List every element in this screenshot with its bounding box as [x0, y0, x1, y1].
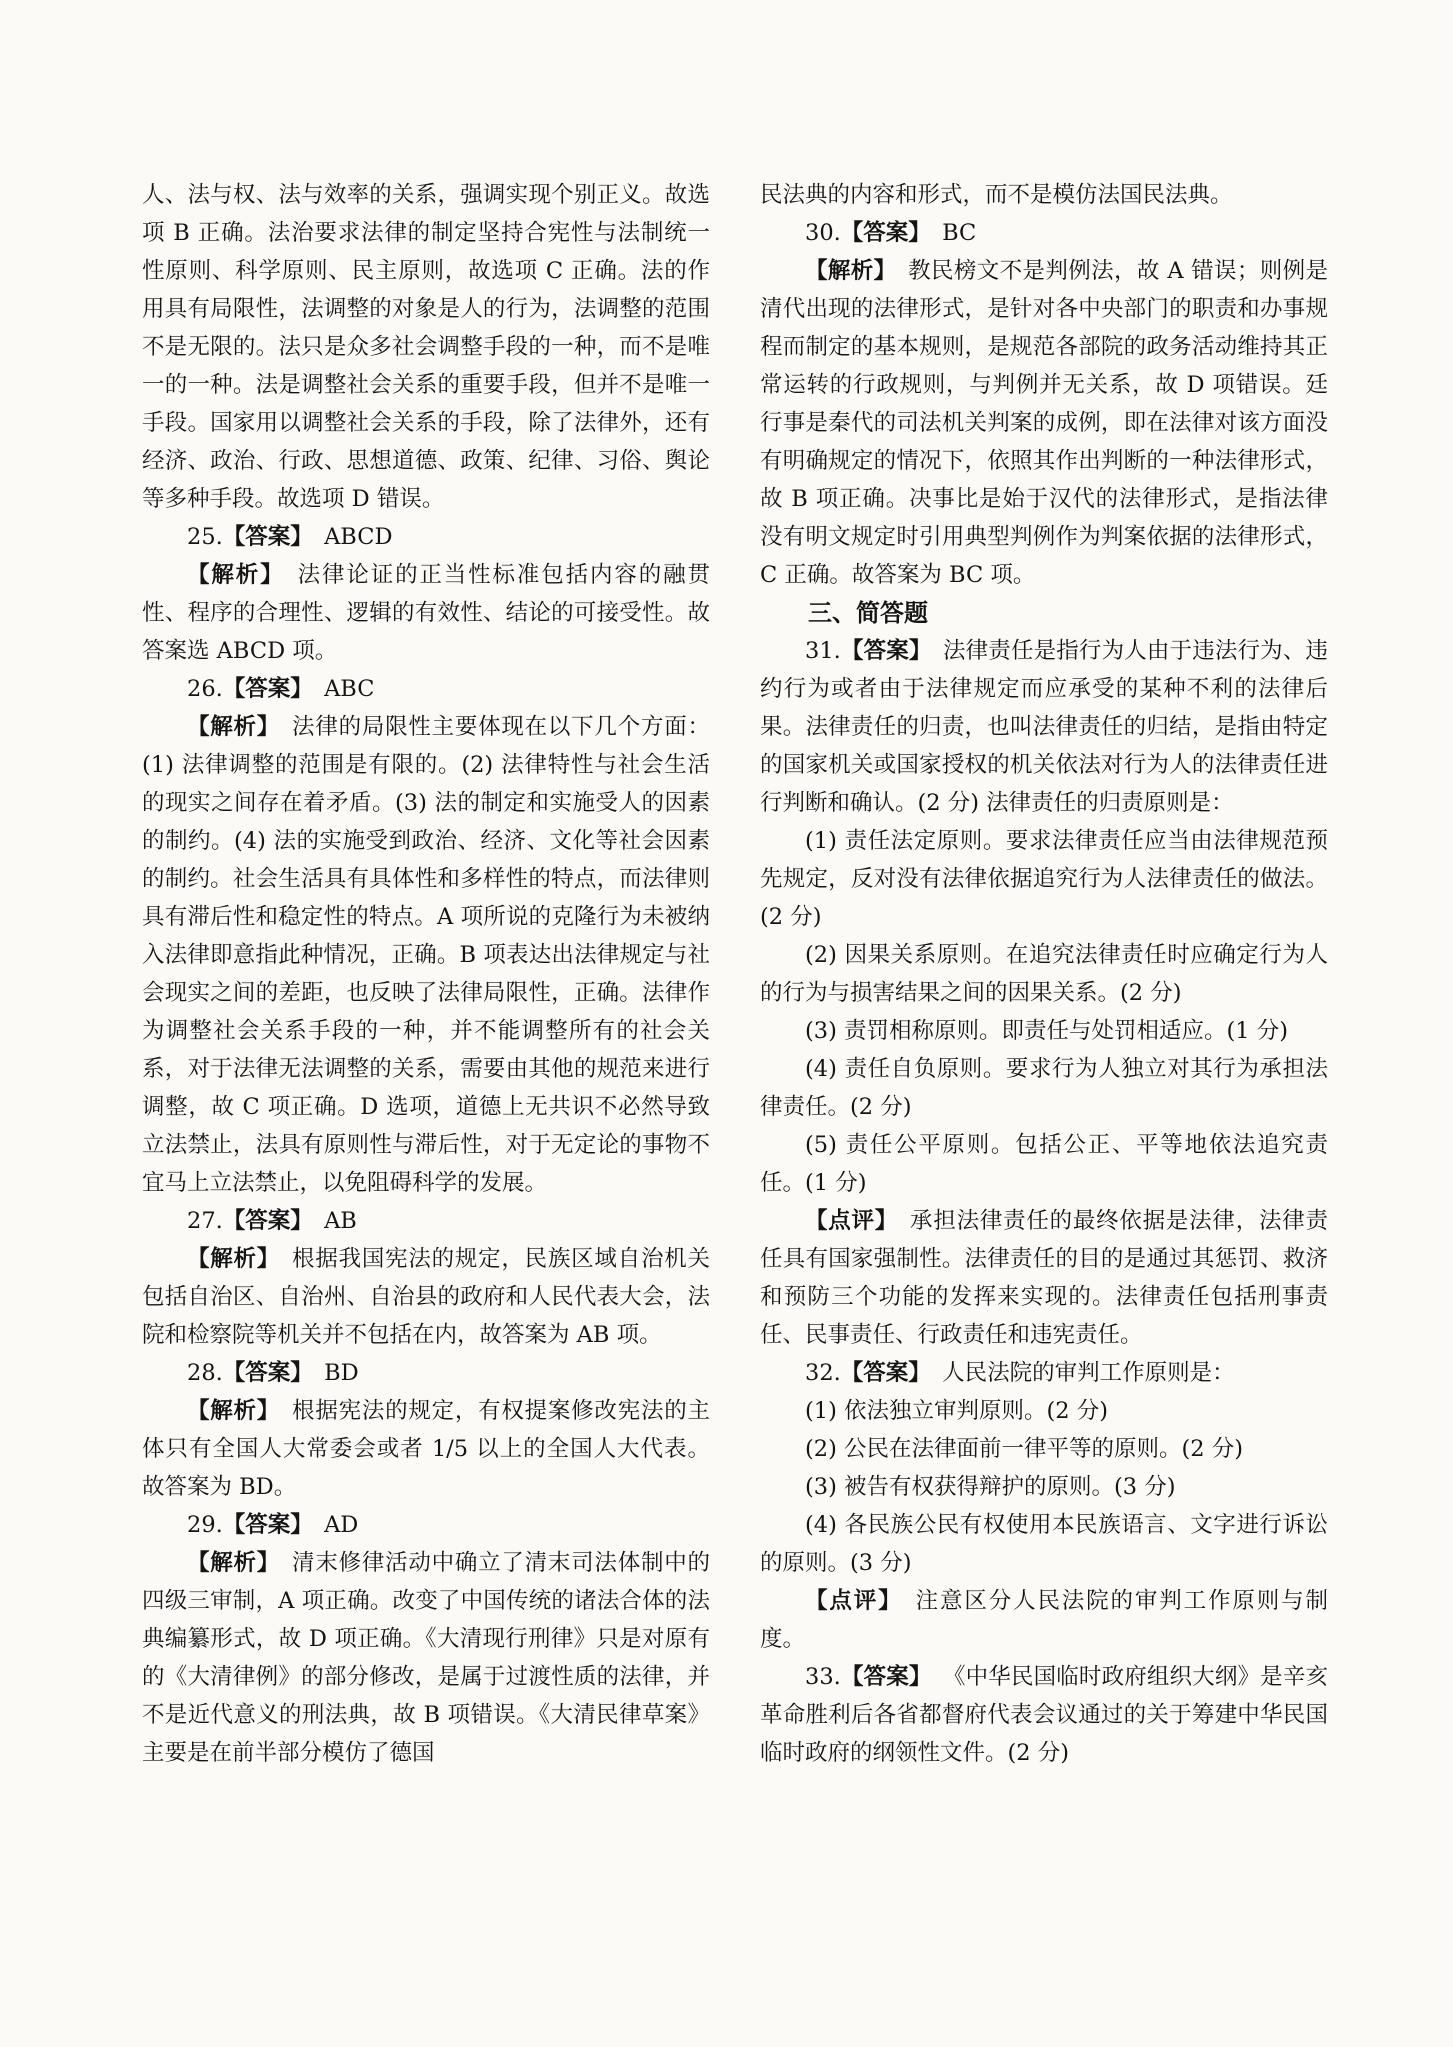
label-tag: 【解析】 [187, 562, 285, 588]
label-tag: 【答案】 [840, 220, 931, 246]
paragraph-text: (5) 责任公平原则。包括公正、平等地依法追究责任。(1 分) [760, 1132, 1328, 1196]
answer-item [142, 1202, 710, 1240]
paragraph-text: 《中华民国临时政府组织大纲》是辛亥革命胜利后各省都督府代表会议通过的关于筹建中华民国临时政府的纲领性文件。(2 分) [760, 1664, 1328, 1766]
paragraph-text: ABC [324, 676, 375, 702]
body-paragraph [760, 1430, 1328, 1468]
paragraph-text: 人民法院的审判工作原则是： [942, 1360, 1235, 1386]
answer-item [760, 1658, 1328, 1772]
label-tag: 【解析】 [187, 714, 281, 740]
analysis-paragraph [142, 1240, 710, 1354]
paragraph-text: (4) 责任自负原则。要求行为人独立对其行为承担法律责任。(2 分) [760, 1056, 1328, 1120]
question-number: 30. [805, 220, 841, 246]
body-paragraph [760, 936, 1328, 1012]
paragraph-text: 注意区分人民法院的审判工作原则与制度。 [760, 1588, 1328, 1652]
paragraph-text: 民法典的内容和形式，而不是模仿法国民法典。 [760, 182, 1233, 208]
paragraph-text: (3) 被告有权获得辩护的原则。(3 分) [805, 1474, 1176, 1500]
paragraph-text: 法律的局限性主要体现在以下几个方面：(1) 法律调整的范围是有限的。(2) 法律特性与社会生活的现实之间存在着矛盾。(3) 法的制定和实施受人的因素的制约。(4) 法的实施受到政治、经济、文化等社会因素的制约。社会生活具有具体性和多样性的特点，而法律则具有滞后性和稳定性的特点。A 项所说的克隆行为未被纳入法律即意指此种情况，正确。B 项表达出法律规定与社会现实之间的差距，也反映了法律局限性，正确。法律作为调整社会关系手段的一种，并不能调整所有的社会关系，对于法律无法调整的关系，需要由其他的规范来进行调整，故 C 项正确。D 选项，道德上无共识不必然导致立法禁止，法具有原则性与滞后性，对于无定论的事物不宜马上立法禁止，以免阻碍科学的发展。 [142, 714, 710, 1196]
paragraph-text: ABCD [324, 524, 393, 550]
label-tag: 【解析】 [187, 1550, 281, 1576]
body-paragraph [760, 1468, 1328, 1506]
analysis-paragraph [760, 252, 1328, 594]
paragraph-text: 承担法律责任的最终依据是法律，法律责任具有国家强制性。法律责任的目的是通过其惩罚、救济和预防三个功能的发挥来实现的。法律责任包括刑事责任、民事责任、行政责任和违宪责任。 [760, 1208, 1328, 1348]
paragraph-text: (1) 责任法定原则。要求法律责任应当由法律规范预先规定，反对没有法律依据追究行为人法律责任的做法。(2 分) [760, 828, 1328, 930]
question-number: 31. [805, 638, 841, 664]
paragraph-text: BC [942, 220, 977, 246]
question-number: 26. [187, 676, 223, 702]
left-column [142, 176, 710, 1772]
analysis-paragraph [142, 556, 710, 670]
analysis-paragraph [142, 708, 710, 1202]
paragraph-text: 教民榜文不是判例法，故 A 错误；则例是清代出现的法律形式，是针对各中央部门的职责和办事规程而制定的基本规则，是规范各部院的政务活动维持其正常运转的行政规则，与判例并无关系，故 D 项错误。廷行事是秦代的司法机关判案的成例，即在法律对该方面没有明确规定的情况下，依照其作出判断的一种法律形式，故 B 项正确。决事比是始于汉代的法律形式，是指法律没有明文规定时引用典型判例作为判案依据的法律形式，C 正确。故答案为 BC 项。 [760, 258, 1328, 588]
paragraph-text: (2) 因果关系原则。在追究法律责任时应确定行为人的行为与损害结果之间的因果关系。(2 分) [760, 942, 1328, 1006]
answer-item [760, 1354, 1328, 1392]
paragraph-text: BD [324, 1360, 359, 1386]
label-tag: 【答案】 [840, 1360, 931, 1386]
body-paragraph [142, 176, 710, 518]
paragraph-text: 法律论证的正当性标准包括内容的融贯性、程序的合理性、逻辑的有效性、结论的可接受性。故答案选 ABCD 项。 [142, 562, 710, 664]
answer-item [142, 1354, 710, 1392]
body-paragraph [760, 822, 1328, 936]
answer-item [760, 214, 1328, 252]
paragraph-text: (2) 公民在法律面前一律平等的原则。(2 分) [805, 1436, 1244, 1462]
label-tag: 【解析】 [805, 258, 897, 284]
label-tag: 【答案】 [222, 1208, 313, 1234]
question-number: 27. [187, 1208, 223, 1234]
section-heading: 三、简答题 [808, 599, 928, 627]
paragraph-text: (1) 依法独立审判原则。(2 分) [805, 1398, 1109, 1424]
label-tag: 【答案】 [222, 676, 313, 702]
question-number: 28. [187, 1360, 223, 1386]
paragraph-text: 根据宪法的规定，有权提案修改宪法的主体只有全国人大常委会或者 1/5 以上的全国人大代表。故答案为 BD。 [142, 1398, 710, 1500]
paragraph-text: 人、法与权、法与效率的关系，强调实现个别正义。故选项 B 正确。法治要求法律的制定坚持合宪性与法制统一性原则、科学原则、民主原则，故选项 C 正确。法的作用具有局限性，法调整的对象是人的行为，法调整的范围不是无限的。法只是众多社会调整手段的一种，而不是唯一的一种。法是调整社会关系的重要手段，但并不是唯一手段。国家用以调整社会关系的手段，除了法律外，还有经济、政治、行政、思想道德、政策、纪律、习俗、舆论等多种手段。故选项 D 错误。 [142, 182, 710, 512]
analysis-paragraph [142, 1392, 710, 1506]
label-tag: 【点评】 [805, 1208, 899, 1234]
paragraph-text: 法律责任是指行为人由于违法行为、违约行为或者由于法律规定而应承受的某种不利的法律后果。法律责任的归责，也叫法律责任的归结，是指由特定的国家机关或国家授权的机关依法对行为人的法律责任进行判断和确认。(2 分) 法律责任的归责原则是： [760, 638, 1328, 816]
label-tag: 【答案】 [222, 1512, 313, 1538]
question-number: 29. [187, 1512, 223, 1538]
answer-item [142, 1506, 710, 1544]
paragraph-text: AB [324, 1208, 357, 1234]
answer-item [142, 518, 710, 556]
question-number: 33. [805, 1664, 841, 1690]
answer-item [142, 670, 710, 708]
question-number: 32. [805, 1360, 841, 1386]
paragraph-text: 根据我国宪法的规定，民族区域自治机关包括自治区、自治州、自治县的政府和人民代表大会，法院和检察院等机关并不包括在内，故答案为 AB 项。 [142, 1246, 710, 1348]
comment-paragraph [760, 1202, 1328, 1354]
label-tag: 【答案】 [222, 1360, 313, 1386]
label-tag: 【解析】 [187, 1246, 281, 1272]
label-tag: 【答案】 [840, 638, 932, 664]
body-paragraph [760, 1012, 1328, 1050]
paragraph-text: (3) 责罚相称原则。即责任与处罚相适应。(1 分) [805, 1018, 1289, 1044]
body-paragraph [760, 1126, 1328, 1202]
analysis-paragraph [142, 1544, 710, 1772]
label-tag: 【点评】 [805, 1588, 903, 1614]
paragraph-text: 清末修律活动中确立了清末司法体制中的四级三审制，A 项正确。改变了中国传统的诸法合体的法典编纂形式，故 D 项正确。《大清现行刑律》只是对原有的《大清律例》的部分修改，是属于过渡性质的法律，并不是近代意义的刑法典，故 B 项错误。《大清民律草案》主要是在前半部分模仿了德国 [142, 1550, 710, 1766]
label-tag: 【答案】 [222, 524, 313, 550]
body-paragraph [760, 1050, 1328, 1126]
right-column [760, 176, 1328, 1772]
paragraph-text: AD [324, 1512, 359, 1538]
answer-item [760, 632, 1328, 822]
body-paragraph [760, 1506, 1328, 1582]
comment-paragraph [760, 1582, 1328, 1658]
label-tag: 【解析】 [187, 1398, 281, 1424]
body-paragraph [760, 1392, 1328, 1430]
label-tag: 【答案】 [840, 1664, 932, 1690]
question-number: 25. [187, 524, 223, 550]
body-paragraph [760, 176, 1328, 214]
paragraph-text: (4) 各民族公民有权使用本民族语言、文字进行诉讼的原则。(3 分) [760, 1512, 1328, 1576]
